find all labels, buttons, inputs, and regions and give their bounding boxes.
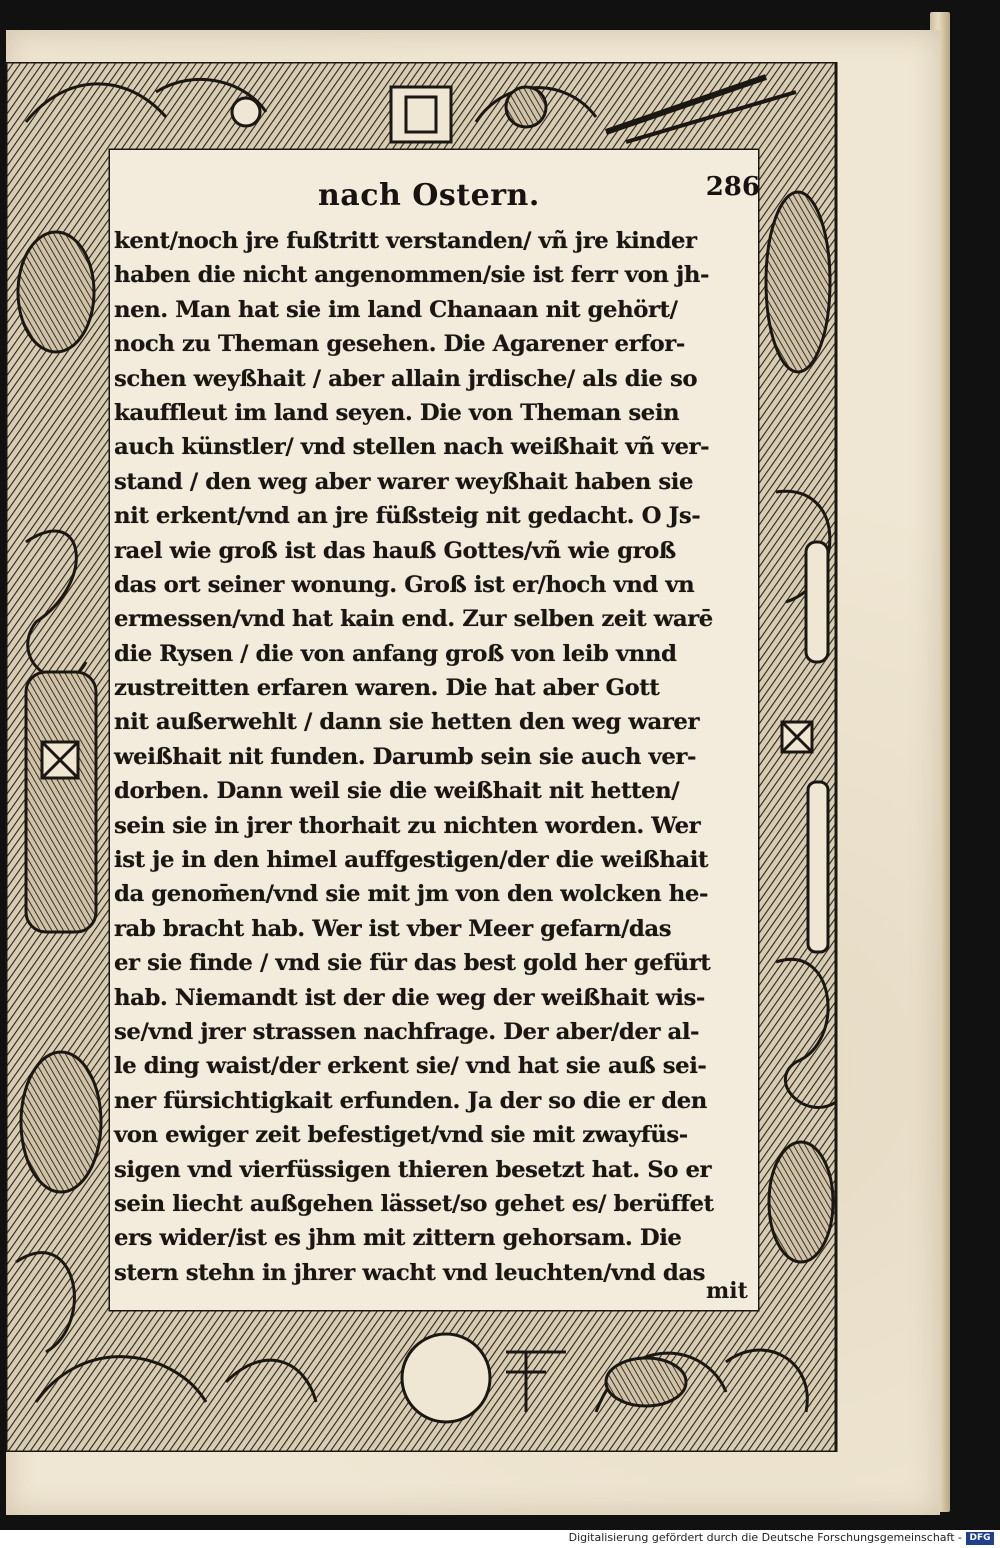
text-line: nen. Man hat sie im land Chanaan nit gehört/ bbox=[114, 296, 678, 323]
text-line: weißhait nit funden. Darumb sein sie auch ver- bbox=[114, 743, 696, 770]
text-line: kauffleut im land seyen. Die von Theman sein bbox=[114, 399, 680, 426]
catchword: mit bbox=[706, 1278, 748, 1304]
running-head-title: nach Ostern. bbox=[318, 178, 540, 213]
text-line: ner fürsichtigkait erfunden. Ja der so die er den bbox=[114, 1087, 707, 1114]
text-line: rael wie groß ist das hauß Gottes/vñ wie groß bbox=[114, 537, 676, 564]
page-number: 286 bbox=[705, 172, 760, 202]
text-line: ist je in den himel auffgestigen/der die weißhait bbox=[114, 847, 709, 874]
text-line: dorben. Dann weil sie die weißhait nit hetten/ bbox=[114, 778, 680, 805]
text-line: kent/noch jre fußtritt verstanden/ vñ jre kinder bbox=[114, 228, 697, 254]
text-line: sein liecht außgehen lässet/so gehet es/ berüffet bbox=[114, 1190, 714, 1217]
running-header bbox=[110, 172, 760, 224]
text-line: die Rysen / die von anfang groß von leib vnnd bbox=[114, 640, 677, 667]
dfg-logo: DFG bbox=[966, 1532, 994, 1545]
text-line: rab bracht hab. Wer ist vber Meer gefarn/das bbox=[114, 915, 672, 942]
text-line: von ewiger zeit befestiget/vnd sie mit zwayfüs- bbox=[114, 1122, 688, 1149]
text-line: se/vnd jrer strassen nachfrage. Der aber/der al- bbox=[114, 1018, 700, 1045]
text-line: haben die nicht angenommen/sie ist ferr von jh- bbox=[114, 262, 709, 289]
text-line: zustreitten erfaren waren. Die hat aber Gott bbox=[114, 675, 660, 702]
text-line: stand / den weg aber warer weyßhait haben sie bbox=[114, 468, 694, 495]
text-line: nit erkent/vnd an jre füßsteig nit gedacht. O Js- bbox=[114, 503, 701, 530]
text-line: stern stehn in jhrer wacht vnd leuchten/vnd das bbox=[114, 1259, 706, 1286]
text-line: sein sie in jrer thorhait zu nichten worden. Wer bbox=[114, 812, 701, 839]
text-line: schen weyßhait / aber allain jrdische/ als die so bbox=[114, 365, 698, 392]
text-line: da genom̄en/vnd sie mit jm von den wolcken he- bbox=[114, 881, 708, 908]
text-line: ermessen/vnd hat kain end. Zur selben zeit warē bbox=[114, 606, 713, 633]
text-line: sigen vnd vierfüssigen thieren besetzt hat. So er bbox=[114, 1156, 712, 1183]
text-line: noch zu Theman gesehen. Die Agarener erfor- bbox=[114, 331, 685, 358]
text-line: das ort seiner wonung. Groß ist er/hoch vnd vn bbox=[114, 571, 695, 598]
text-line: nit außerwehlt / dann sie hetten den weg warer bbox=[114, 709, 700, 736]
text-line: le ding waist/der erkent sie/ vnd hat sie auß sei- bbox=[114, 1053, 707, 1080]
text-line: hab. Niemandt ist der die weg der weißhait wis- bbox=[114, 984, 705, 1011]
text-line: ers wider/ist es jhm mit zittern gehorsam. Die bbox=[114, 1225, 682, 1252]
funding-credit: Digitalisierung gefördert durch die Deutsche Forschungsgemeinschaft - bbox=[568, 1531, 962, 1544]
footer-strip bbox=[0, 1530, 1000, 1548]
text-line: er sie finde / vnd sie für das best gold her gefürt bbox=[114, 950, 711, 977]
text-line: auch künstler/ vnd stellen nach weißhait vñ ver- bbox=[114, 434, 710, 461]
body-text bbox=[114, 224, 756, 1290]
